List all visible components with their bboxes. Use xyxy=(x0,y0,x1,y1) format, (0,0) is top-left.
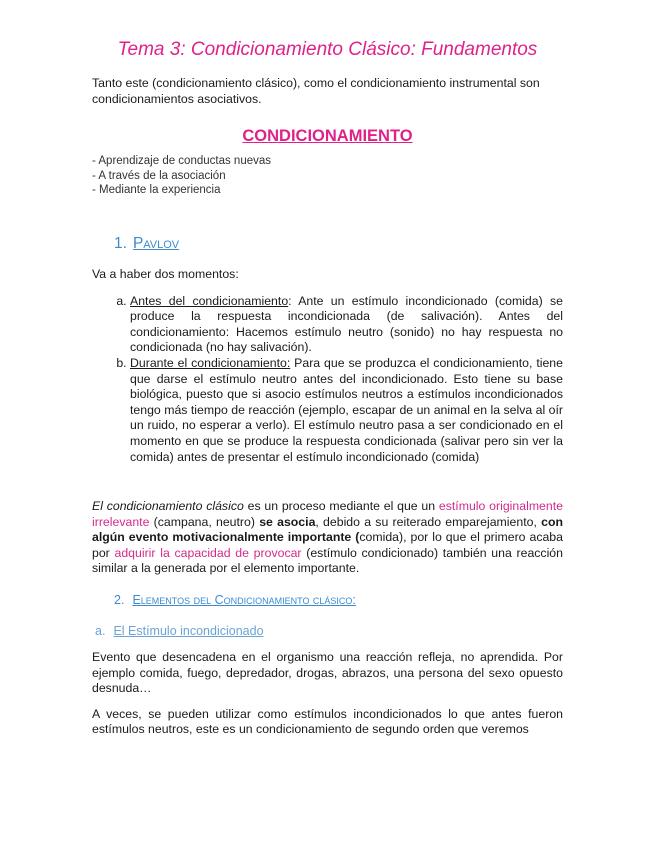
highlight-text: estímulo originalmente irrelevante xyxy=(92,499,563,529)
section-title: Elementos del Condicionamiento clásico: xyxy=(132,593,356,608)
section-heading-pavlov xyxy=(114,234,563,254)
bold-text: se asocia xyxy=(259,514,316,529)
subsection-number: a. xyxy=(95,624,106,639)
bold-text: con algún evento motivacionalmente importante ( xyxy=(92,514,563,545)
definition-paragraph xyxy=(92,499,563,577)
bullet-list xyxy=(92,154,563,198)
moment-item xyxy=(130,294,563,356)
moment-item xyxy=(130,356,563,465)
intro-paragraph: Tanto este (condicionamiento clásico), como el condicionamiento instrumental son condicionamientos asociativos. xyxy=(92,76,540,106)
event-paragraph: Evento que desencadena en el organismo una reacción refleja, no aprendida. Por ejemplo comida, fuego, depredador, drogas, abrazos, una persona del sexo opuesto desnuda… xyxy=(92,650,563,696)
section-heading-elementos xyxy=(114,592,563,608)
definition-text: (campana, neutro) xyxy=(149,514,260,529)
bullet-item: - A través de la asociación xyxy=(92,169,226,182)
bullet-item: - Aprendizaje de conductas nuevas xyxy=(92,155,272,168)
lead-paragraph: Va a haber dos momentos: xyxy=(92,266,239,281)
subsection-heading-estimulo xyxy=(95,623,563,639)
highlight-text: adquirir la capacidad de provocar xyxy=(114,545,302,560)
definition-text: (estímulo condicionado) también una reacción similar a la generada por el elemento importante. xyxy=(92,545,563,576)
moment-label: Antes del condicionamiento xyxy=(130,293,289,308)
veces-paragraph: A veces, se pueden utilizar como estímulos incondicionados lo que antes fueron estímulos neutros, este es un condicionamiento de segundo orden que veremos xyxy=(92,706,563,737)
definition-term: El condicionamiento clásico xyxy=(92,499,244,514)
subsection-title: El Estímulo incondicionado xyxy=(113,624,264,639)
section-title: Pavlov xyxy=(132,234,180,252)
section-number: 2. xyxy=(114,593,125,608)
definition-text: , debido a su reiterado emparejamiento, xyxy=(315,514,542,529)
moments-list xyxy=(92,294,563,466)
moment-text: : Ante un estímulo incondicionado (comida) se produce la respuesta incondicionada (de salivación). Antes del condicionamiento: Hacemos estímulo neutro (sonido) no hay respuesta no condicionada (no hay salivación). xyxy=(130,293,563,355)
moment-label: Durante el condicionamiento: xyxy=(130,355,291,370)
main-heading: CONDICIONAMIENTO xyxy=(242,127,413,146)
section-number: 1. xyxy=(114,234,127,252)
definition-text: comida), por lo que el primero acaba por xyxy=(92,530,563,560)
document-title: Tema 3: Condicionamiento Clásico: Fundamentos xyxy=(117,39,538,60)
definition-text: es un proceso mediante el que un xyxy=(243,499,439,514)
moment-text: Para que se produzca el condicionamiento, tiene que darse el estímulo neutro antes del incondicionado. Esto tiene su base biológica, puesto que si asocio estímulos neutros a estímulos incondicionados tengo más tiempo de reacción (ejemplo, escapar de un animal en la selva al oír un ruido, no esperar a verlo). El estímulo neutro pasa a ser condicionado en el momento en que se produce la respuesta condicionada (salivar pero sin ver la comida) antes de presentar el estímulo incondicionado (comida) xyxy=(130,355,563,464)
bullet-item: - Mediante la experiencia xyxy=(92,184,221,197)
